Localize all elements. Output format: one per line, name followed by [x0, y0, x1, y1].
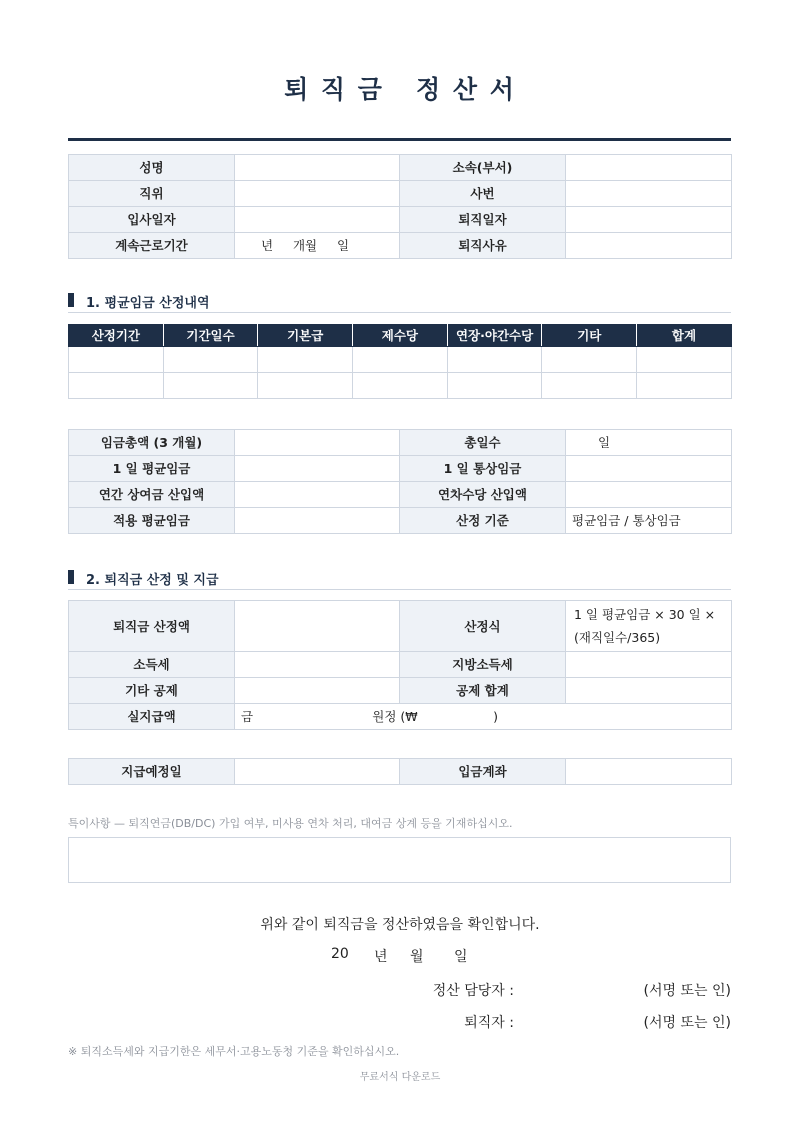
bonus-field[interactable] — [235, 482, 400, 508]
dept-field[interactable] — [566, 155, 732, 181]
other-deduction-field[interactable] — [235, 678, 400, 704]
table-cell[interactable] — [163, 347, 258, 373]
dept-label: 소속(부서) — [400, 155, 566, 181]
table-cell[interactable] — [447, 347, 542, 373]
pay-date-label: 지급예정일 — [69, 759, 235, 785]
employee-info-table — [68, 154, 732, 259]
applied-wage-label: 적용 평균임금 — [69, 508, 235, 534]
column-header: 기간일수 — [163, 325, 258, 347]
leave-allowance-label: 연차수당 산입액 — [400, 482, 566, 508]
tenure-label: 계속근로기간 — [69, 233, 235, 259]
section-marker — [68, 570, 74, 584]
table-row — [69, 430, 732, 456]
table-cell[interactable] — [69, 347, 164, 373]
table-row — [69, 508, 732, 534]
name-field[interactable] — [235, 155, 400, 181]
position-label: 직위 — [69, 181, 235, 207]
total-wage-label: 임금총액 (3 개월) — [69, 430, 235, 456]
leave-allowance-field[interactable] — [566, 482, 732, 508]
retire-date-label: 퇴직일자 — [400, 207, 566, 233]
reason-field[interactable] — [566, 233, 732, 259]
table-cell[interactable] — [447, 373, 542, 399]
footnote: ※ 퇴직소득세와 지급기한은 세무서·고용노동청 기준을 확인하십시오. — [68, 1045, 400, 1058]
date-year: 년 — [374, 949, 388, 965]
section-marker — [68, 293, 74, 307]
hire-date-field[interactable] — [235, 207, 400, 233]
daily-average-wage-field[interactable] — [235, 456, 400, 482]
net-payment-field[interactable]: 금 원정 (₩ ) — [235, 704, 732, 730]
table-row — [69, 207, 732, 233]
severance-amount-label: 퇴직금 산정액 — [69, 601, 235, 652]
retiree-signature-label: 퇴직자 : — [464, 1015, 514, 1031]
table-row — [69, 456, 732, 482]
table-row — [69, 759, 732, 785]
table-cell[interactable] — [542, 373, 637, 399]
reason-label: 퇴직사유 — [400, 233, 566, 259]
basis-field[interactable]: 평균임금 / 통상임금 — [566, 508, 732, 534]
table-cell[interactable] — [258, 347, 353, 373]
position-field[interactable] — [235, 181, 400, 207]
net-payment-label: 실지급액 — [69, 704, 235, 730]
remarks-instruction: 특이사항 — 퇴직연금(DB/DC) 가입 여부, 미사용 연차 처리, 대여금 상계 등을 기재하십시오. — [68, 817, 513, 830]
retire-date-field[interactable] — [566, 207, 732, 233]
table-row — [69, 704, 732, 730]
table-row — [69, 482, 732, 508]
column-header: 기본급 — [258, 325, 353, 347]
retiree-signature-field[interactable]: (서명 또는 인) — [643, 1015, 731, 1031]
payment-schedule-table — [68, 758, 732, 785]
severance-amount-field[interactable] — [235, 601, 400, 652]
daily-average-wage-label: 1 일 평균임금 — [69, 456, 235, 482]
local-tax-label: 지방소득세 — [400, 652, 566, 678]
table-cell[interactable] — [163, 373, 258, 399]
local-tax-field[interactable] — [566, 652, 732, 678]
name-label: 성명 — [69, 155, 235, 181]
total-days-field[interactable]: 일 — [566, 430, 732, 456]
column-header: 합계 — [637, 325, 732, 347]
pay-date-field[interactable] — [235, 759, 400, 785]
table-header-row — [69, 325, 732, 347]
payment-table — [68, 600, 732, 730]
table-row — [69, 155, 732, 181]
table-row — [69, 678, 732, 704]
section-1-heading — [68, 293, 731, 313]
account-label: 입금계좌 — [400, 759, 566, 785]
emp-no-field[interactable] — [566, 181, 732, 207]
income-tax-label: 소득세 — [69, 652, 235, 678]
title-divider — [68, 138, 731, 141]
table-cell[interactable] — [542, 347, 637, 373]
other-deduction-label: 기타 공제 — [69, 678, 235, 704]
table-cell[interactable] — [637, 347, 732, 373]
manager-signature-label: 정산 담당자 : — [432, 983, 514, 999]
average-wage-table — [68, 324, 732, 399]
daily-ordinary-wage-field[interactable] — [566, 456, 732, 482]
table-cell[interactable] — [353, 373, 448, 399]
income-tax-field[interactable] — [235, 652, 400, 678]
emp-no-label: 사번 — [400, 181, 566, 207]
deduction-total-label: 공제 합계 — [400, 678, 566, 704]
section-2-heading — [68, 570, 731, 590]
applied-wage-field[interactable] — [235, 508, 400, 534]
section-1-title: 1. 평균임금 산정내역 — [86, 296, 210, 311]
document-title: 퇴 직 금 정 산 서 — [284, 75, 516, 104]
total-wage-field[interactable] — [235, 430, 400, 456]
date-month: 월 — [410, 949, 424, 965]
section-2-title: 2. 퇴직금 산정 및 지급 — [86, 573, 219, 588]
footer-text: 무료서식 다운로드 — [359, 1072, 441, 1083]
manager-signature-field[interactable]: (서명 또는 인) — [643, 983, 731, 999]
remarks-box[interactable] — [68, 837, 731, 883]
table-cell[interactable] — [69, 373, 164, 399]
wage-summary-table — [68, 429, 732, 534]
formula-label: 산정식 — [400, 601, 566, 652]
account-field[interactable] — [566, 759, 732, 785]
tenure-field[interactable]: 년 개월 일 — [235, 233, 400, 259]
table-row — [69, 373, 732, 399]
table-row — [69, 233, 732, 259]
table-cell[interactable] — [353, 347, 448, 373]
confirmation-statement: 위와 같이 퇴직금을 정산하였음을 확인합니다. — [260, 917, 540, 933]
deduction-total-field[interactable] — [566, 678, 732, 704]
column-header: 산정기간 — [69, 325, 164, 347]
bonus-label: 연간 상여금 산입액 — [69, 482, 235, 508]
basis-label: 산정 기준 — [400, 508, 566, 534]
column-header: 기타 — [542, 325, 637, 347]
formula-field: 1 일 평균임금 × 30 일 × (재직일수/365) — [566, 601, 732, 652]
table-row — [69, 652, 732, 678]
table-row — [69, 601, 732, 652]
table-cell[interactable] — [637, 373, 732, 399]
column-header: 연장·야간수당 — [447, 325, 542, 347]
date-year-prefix: 20 — [331, 946, 349, 962]
total-days-label: 총일수 — [400, 430, 566, 456]
table-row — [69, 347, 732, 373]
date-day: 일 — [454, 949, 468, 965]
column-header: 제수당 — [353, 325, 448, 347]
hire-date-label: 입사일자 — [69, 207, 235, 233]
table-row — [69, 181, 732, 207]
daily-ordinary-wage-label: 1 일 통상임금 — [400, 456, 566, 482]
table-cell[interactable] — [258, 373, 353, 399]
